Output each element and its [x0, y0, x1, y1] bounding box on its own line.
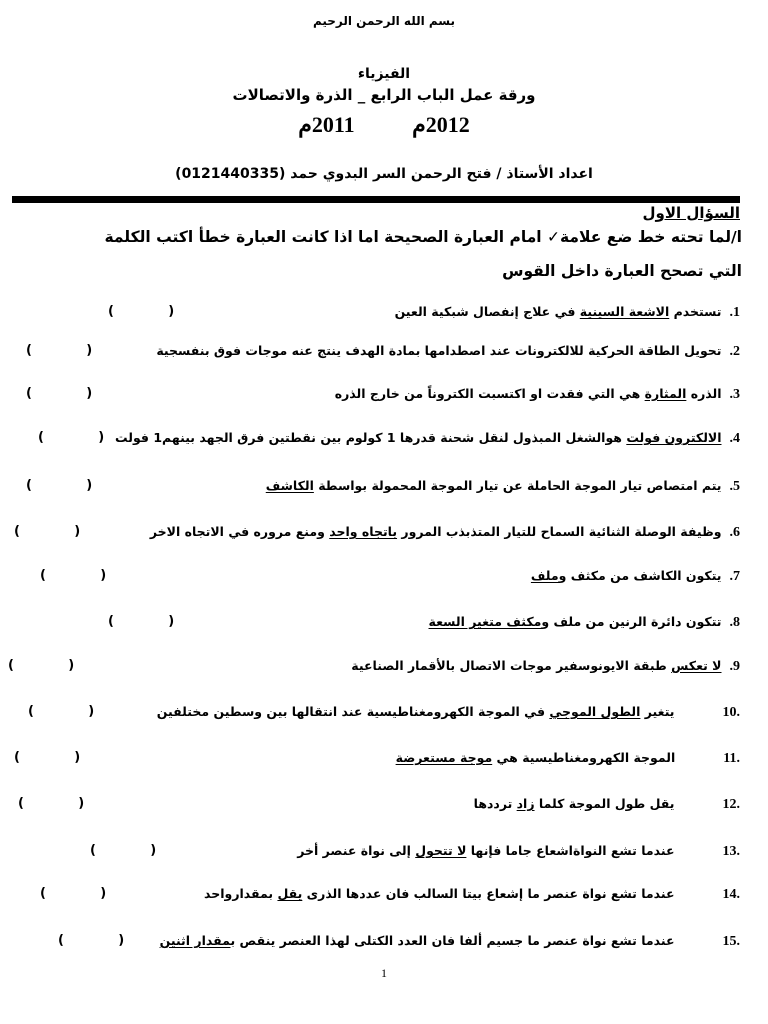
- item-text-start: عندما تشع نواة عنصر ما جسيم ألفا فان العدد الكتلى لهذا العنصر ينقص ب: [230, 933, 675, 948]
- item-number: .13: [722, 844, 740, 859]
- answer-bracket[interactable]: ( ): [14, 750, 81, 765]
- author-line: اعداد الأستاذ / فتح الرحمن السر البدوي حمد (0121440335): [175, 166, 593, 182]
- item-text-start: عندما تشع نواة عنصر ما إشعاع بيتا السالب فان عددها الذرى: [302, 886, 675, 901]
- statement-item: [0, 704, 740, 728]
- item-text-end: بمقدارواحد: [204, 886, 278, 901]
- item-text-start: تتكون دائرة الرنين من ملف و: [541, 614, 722, 629]
- item-underlined-term: موجة مستعرضة: [395, 750, 493, 765]
- answer-bracket[interactable]: ( ): [26, 386, 93, 401]
- item-number: 6.: [729, 525, 740, 540]
- instruction-line-2: التي تصحح العبارة داخل القوس: [502, 262, 742, 280]
- answer-bracket[interactable]: ( ): [38, 430, 105, 445]
- item-underlined-term: يقل: [277, 886, 303, 901]
- answer-bracket[interactable]: ( ): [18, 796, 85, 811]
- basmala: بسم الله الرحمن الرحيم: [312, 14, 456, 28]
- item-text-start: الذره: [686, 386, 722, 401]
- answer-bracket[interactable]: ( ): [108, 614, 175, 629]
- statement-item: [0, 386, 740, 410]
- item-number: 5.: [729, 479, 740, 494]
- statement-item: [0, 430, 740, 454]
- item-number: .11: [723, 751, 740, 766]
- item-underlined-term: باتجاه واحد: [329, 524, 398, 539]
- item-text-end: طبقة الايونوسفير موجات الاتصال بالأقمار الصناعية: [351, 658, 672, 673]
- item-underlined-term: الاشعة السينية: [579, 304, 670, 319]
- answer-bracket[interactable]: ( ): [8, 658, 75, 673]
- item-text-end: هوالشغل المبذول لنقل شحنة قدرها 1 كولوم بين نقطتين فرق الجهد بينهم1 فولت: [115, 430, 627, 445]
- statement-item: [0, 478, 740, 502]
- item-text-start: عندما تشع النواةاشعاع جاما فإنها: [466, 843, 675, 858]
- academic-years: 2012م 2011م: [298, 112, 470, 137]
- statement-item: [0, 658, 740, 682]
- item-text-end: في الموجة الكهرومغناطيسية عند انتقالها بين وسطين مختلفين: [156, 704, 550, 719]
- item-text-end: هي التي فقدت او اكتسبت الكتروناً من خارج الذره: [334, 386, 645, 401]
- item-text-start: يتكون الكاشف من مكثف و: [558, 568, 722, 583]
- item-text-start: يتغير: [640, 704, 675, 719]
- answer-bracket[interactable]: ( ): [40, 886, 107, 901]
- page-number: 1: [381, 966, 387, 980]
- answer-bracket[interactable]: ( ): [40, 568, 107, 583]
- item-text-end: إلى نواة عنصر أخر: [297, 843, 416, 858]
- item-underlined-term: مقدار اثنين: [159, 933, 231, 948]
- item-number: 7.: [729, 569, 740, 584]
- statement-item: [0, 750, 740, 774]
- item-number: .15: [722, 934, 740, 949]
- item-number: .12: [722, 797, 740, 812]
- question-heading: السؤال الاول: [642, 204, 740, 222]
- answer-bracket[interactable]: ( ): [28, 704, 95, 719]
- item-underlined-term: لا تعكس: [671, 658, 722, 673]
- item-number: 2.: [729, 344, 740, 359]
- header-divider: [12, 196, 740, 203]
- item-text-end: ومنع مروره في الاتجاه الاخر: [149, 524, 330, 539]
- statement-item: [0, 343, 740, 367]
- item-number: .14: [722, 887, 740, 902]
- item-text-start: تحويل الطاقة الحركية للالكترونات عند اصطدامها بمادة الهدف ينتج عنه موجات فوق بنفسجية: [156, 343, 722, 358]
- item-underlined-term: الطول الموجي: [549, 704, 641, 719]
- item-number: .10: [722, 705, 740, 720]
- instruction-line-1: ا/لما تحته خط ضع علامة✓ امام العبارة الصحيحة اما اذا كانت العبارة خطأ اكتب الكلمة: [104, 228, 742, 246]
- item-underlined-term: ملف: [530, 568, 559, 583]
- subject-title: الفيزياء: [357, 66, 411, 82]
- item-text-start: تستخدم: [669, 304, 722, 319]
- item-text-start: يقل طول الموجة كلما: [534, 796, 675, 811]
- item-number: 3.: [729, 387, 740, 402]
- item-underlined-term: لا تتحول: [415, 843, 467, 858]
- answer-bracket[interactable]: ( ): [26, 343, 93, 358]
- item-underlined-term: الكاشف: [265, 478, 314, 493]
- item-text-end: ترددها: [473, 796, 517, 811]
- answer-bracket[interactable]: ( ): [108, 304, 175, 319]
- answer-bracket[interactable]: ( ): [90, 843, 157, 858]
- item-number: 8.: [729, 615, 740, 630]
- item-underlined-term: الالكترون فولت: [626, 430, 722, 445]
- statement-item: [0, 568, 740, 592]
- item-text-start: يتم امتصاص تيار الموجة الحاملة عن تيار الموجة المحمولة بواسطة: [313, 478, 722, 493]
- answer-bracket[interactable]: ( ): [58, 933, 125, 948]
- statement-item: [0, 796, 740, 820]
- answer-bracket[interactable]: ( ): [14, 524, 81, 539]
- item-underlined-term: مكثف متغير السعة: [428, 614, 542, 629]
- statement-item: [0, 886, 740, 910]
- item-text-start: الموجة الكهرومغناطيسية هي: [492, 750, 676, 765]
- worksheet-title: ورقة عمل الباب الرابع _ الذرة والاتصالات: [232, 86, 536, 104]
- item-underlined-term: المثارة: [644, 386, 687, 401]
- statement-item: [0, 524, 740, 548]
- item-text-start: وظيفة الوصلة الثنائية السماح للتيار المتذبذب المرور: [397, 524, 722, 539]
- answer-bracket[interactable]: ( ): [26, 478, 93, 493]
- item-number: 9.: [729, 659, 740, 674]
- item-number: 4.: [729, 431, 740, 446]
- item-text-end: في علاج إنفصال شبكية العين: [394, 304, 580, 319]
- item-underlined-term: زاد: [516, 796, 535, 811]
- item-number: 1.: [729, 305, 740, 320]
